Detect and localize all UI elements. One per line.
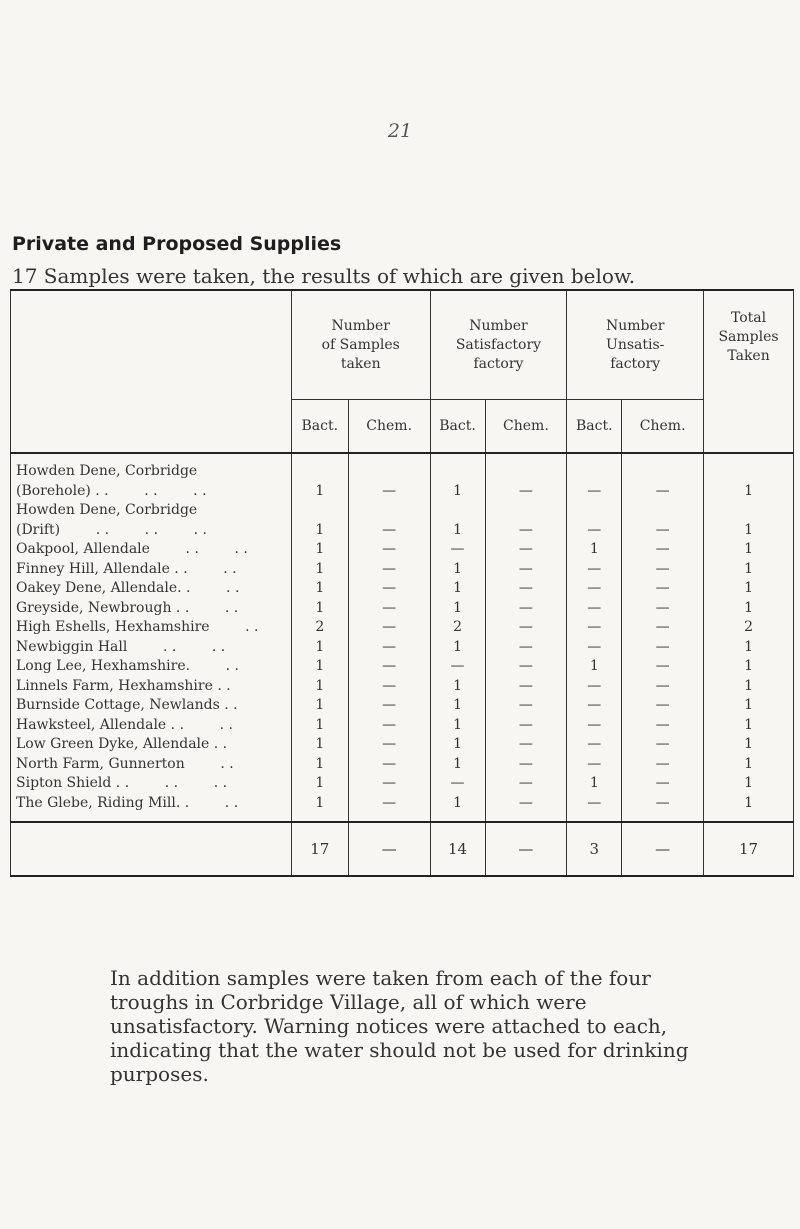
cell-taken-bact: 1 — [291, 599, 348, 619]
cell-taken-chem: — — [348, 657, 430, 677]
header-total-taken: Total Samples Taken — [704, 290, 794, 453]
cell-taken-chem: — — [348, 453, 430, 501]
cell-unsat-bact: — — [567, 599, 622, 619]
cell-taken-bact: 1 — [291, 755, 348, 775]
total-unsat-bact: 3 — [567, 822, 622, 876]
subheader-bact: Bact. — [430, 400, 485, 454]
cell-unsat-chem: — — [622, 657, 704, 677]
cell-taken-bact: 1 — [291, 560, 348, 580]
supply-name: North Farm, Gunnerton . . — [11, 755, 292, 775]
table-row — [11, 618, 794, 638]
cell-taken-chem: — — [348, 716, 430, 736]
cell-sat-bact: 1 — [430, 453, 485, 501]
table-row — [11, 794, 794, 823]
table-row — [11, 657, 794, 677]
cell-sat-bact: 1 — [430, 696, 485, 716]
cell-taken-chem: — — [348, 638, 430, 658]
cell-total: 1 — [704, 657, 794, 677]
cell-taken-bact: 1 — [291, 774, 348, 794]
cell-unsat-chem: — — [622, 501, 704, 540]
subheader-bact: Bact. — [291, 400, 348, 454]
table-row — [11, 453, 794, 501]
closing-paragraph: In addition samples were taken from each of the four troughs in Corbridge Village, all of which were unsatisfactory. Warning notices were attached to each, indicating that the water should not be used for drinking purposes. — [110, 966, 689, 1086]
samples-table — [10, 289, 794, 877]
cell-sat-chem: — — [485, 755, 567, 775]
cell-sat-bact: 1 — [430, 501, 485, 540]
total-unsat-chem: — — [622, 822, 704, 876]
supply-name: Greyside, Newbrough . . . . — [11, 599, 292, 619]
supply-name: Long Lee, Hexhamshire. . . — [11, 657, 292, 677]
cell-unsat-chem: — — [622, 560, 704, 580]
cell-taken-chem: — — [348, 579, 430, 599]
cell-unsat-bact: — — [567, 677, 622, 697]
cell-unsat-bact: 1 — [567, 774, 622, 794]
cell-unsat-bact: — — [567, 755, 622, 775]
subheader-chem: Chem. — [622, 400, 704, 454]
supply-name: Howden Dene, Corbridge (Borehole) . . . . . . — [11, 453, 292, 501]
subheader-chem: Chem. — [348, 400, 430, 454]
cell-total: 1 — [704, 453, 794, 501]
cell-taken-chem: — — [348, 696, 430, 716]
supply-name: Low Green Dyke, Allendale . . — [11, 735, 292, 755]
cell-total: 1 — [704, 794, 794, 823]
table-row — [11, 716, 794, 736]
section-heading: Private and Proposed Supplies — [12, 233, 342, 255]
cell-unsat-bact: — — [567, 794, 622, 823]
cell-unsat-bact: — — [567, 453, 622, 501]
cell-taken-bact: 1 — [291, 579, 348, 599]
cell-unsat-chem: — — [622, 618, 704, 638]
cell-total: 1 — [704, 774, 794, 794]
cell-taken-bact: 1 — [291, 735, 348, 755]
totals-label-blank — [11, 822, 292, 876]
cell-taken-bact: 2 — [291, 618, 348, 638]
table-row — [11, 774, 794, 794]
header-unsatisfactory: Number Unsatis- factory — [567, 290, 704, 400]
cell-taken-chem: — — [348, 755, 430, 775]
cell-unsat-chem: — — [622, 599, 704, 619]
cell-total: 1 — [704, 716, 794, 736]
cell-total: 1 — [704, 540, 794, 560]
cell-total: 1 — [704, 501, 794, 540]
cell-taken-chem: — — [348, 501, 430, 540]
supply-name: Burnside Cottage, Newlands . . — [11, 696, 292, 716]
cell-unsat-bact: — — [567, 501, 622, 540]
cell-total: 1 — [704, 579, 794, 599]
cell-total: 1 — [704, 677, 794, 697]
cell-sat-chem: — — [485, 501, 567, 540]
cell-unsat-bact: — — [567, 618, 622, 638]
cell-sat-chem: — — [485, 618, 567, 638]
cell-taken-chem: — — [348, 618, 430, 638]
cell-unsat-bact: — — [567, 638, 622, 658]
cell-taken-chem: — — [348, 735, 430, 755]
total-taken-chem: — — [348, 822, 430, 876]
cell-total: 2 — [704, 618, 794, 638]
cell-unsat-chem: — — [622, 638, 704, 658]
cell-unsat-chem: — — [622, 677, 704, 697]
cell-total: 1 — [704, 560, 794, 580]
cell-sat-chem: — — [485, 453, 567, 501]
cell-sat-bact: 1 — [430, 560, 485, 580]
cell-sat-chem: — — [485, 735, 567, 755]
cell-taken-bact: 1 — [291, 540, 348, 560]
supply-name: The Glebe, Riding Mill. . . . — [11, 794, 292, 823]
cell-taken-bact: 1 — [291, 638, 348, 658]
cell-sat-chem: — — [485, 540, 567, 560]
cell-taken-bact: 1 — [291, 677, 348, 697]
table-row — [11, 560, 794, 580]
cell-sat-chem: — — [485, 716, 567, 736]
cell-unsat-chem: — — [622, 696, 704, 716]
cell-sat-chem: — — [485, 599, 567, 619]
cell-sat-bact: 1 — [430, 794, 485, 823]
cell-taken-bact: 1 — [291, 657, 348, 677]
cell-total: 1 — [704, 599, 794, 619]
cell-unsat-chem: — — [622, 579, 704, 599]
cell-unsat-bact: — — [567, 696, 622, 716]
cell-unsat-chem: — — [622, 735, 704, 755]
supply-name: Oakey Dene, Allendale. . . . — [11, 579, 292, 599]
cell-sat-bact: — — [430, 540, 485, 560]
cell-unsat-bact: — — [567, 579, 622, 599]
total-samples: 17 — [704, 822, 794, 876]
cell-unsat-bact: 1 — [567, 540, 622, 560]
cell-total: 1 — [704, 638, 794, 658]
cell-taken-bact: 1 — [291, 794, 348, 823]
totals-row — [11, 822, 794, 876]
cell-unsat-chem: — — [622, 794, 704, 823]
cell-sat-chem: — — [485, 560, 567, 580]
cell-unsat-chem: — — [622, 540, 704, 560]
cell-total: 1 — [704, 735, 794, 755]
cell-unsat-chem: — — [622, 716, 704, 736]
cell-sat-chem: — — [485, 677, 567, 697]
cell-sat-chem: — — [485, 638, 567, 658]
cell-unsat-bact: — — [567, 560, 622, 580]
subheader-chem: Chem. — [485, 400, 567, 454]
cell-taken-chem: — — [348, 677, 430, 697]
cell-sat-bact: — — [430, 774, 485, 794]
table-row — [11, 677, 794, 697]
table-row — [11, 599, 794, 619]
cell-sat-bact: 1 — [430, 735, 485, 755]
cell-sat-bact: 2 — [430, 618, 485, 638]
supply-name: Finney Hill, Allendale . . . . — [11, 560, 292, 580]
table-row — [11, 735, 794, 755]
supply-name: Sipton Shield . . . . . . — [11, 774, 292, 794]
cell-unsat-chem: — — [622, 774, 704, 794]
total-sat-chem: — — [485, 822, 567, 876]
cell-total: 1 — [704, 755, 794, 775]
cell-total: 1 — [704, 696, 794, 716]
table-row — [11, 755, 794, 775]
header-samples-taken: Number of Samples taken — [291, 290, 430, 400]
subheader-bact: Bact. — [567, 400, 622, 454]
supply-name: Linnels Farm, Hexhamshire . . — [11, 677, 292, 697]
cell-sat-chem: — — [485, 774, 567, 794]
total-sat-bact: 14 — [430, 822, 485, 876]
supply-name: High Eshells, Hexhamshire . . — [11, 618, 292, 638]
cell-sat-bact: 1 — [430, 579, 485, 599]
cell-taken-bact: 1 — [291, 501, 348, 540]
cell-taken-chem: — — [348, 540, 430, 560]
cell-sat-bact: 1 — [430, 638, 485, 658]
cell-sat-bact: — — [430, 657, 485, 677]
cell-sat-chem: — — [485, 657, 567, 677]
cell-unsat-chem: — — [622, 755, 704, 775]
supply-name: Hawksteel, Allendale . . . . — [11, 716, 292, 736]
cell-taken-chem: — — [348, 599, 430, 619]
cell-taken-chem: — — [348, 794, 430, 823]
cell-taken-chem: — — [348, 774, 430, 794]
cell-taken-bact: 1 — [291, 716, 348, 736]
cell-unsat-chem: — — [622, 453, 704, 501]
supply-name: Oakpool, Allendale . . . . — [11, 540, 292, 560]
page-number: 21 — [387, 120, 413, 142]
cell-unsat-bact: — — [567, 735, 622, 755]
cell-taken-chem: — — [348, 560, 430, 580]
table-row — [11, 638, 794, 658]
supply-name: Howden Dene, Corbridge (Drift) . . . . . . — [11, 501, 292, 540]
table-row — [11, 696, 794, 716]
header-supply-blank — [11, 290, 292, 453]
header-satisfactory: Number Satisfactory factory — [430, 290, 567, 400]
table-row — [11, 501, 794, 540]
cell-sat-chem: — — [485, 794, 567, 823]
cell-unsat-bact: — — [567, 716, 622, 736]
cell-taken-bact: 1 — [291, 453, 348, 501]
cell-sat-chem: — — [485, 579, 567, 599]
table-row — [11, 579, 794, 599]
cell-sat-bact: 1 — [430, 677, 485, 697]
cell-taken-bact: 1 — [291, 696, 348, 716]
supply-name: Newbiggin Hall . . . . — [11, 638, 292, 658]
cell-sat-bact: 1 — [430, 599, 485, 619]
cell-unsat-bact: 1 — [567, 657, 622, 677]
total-taken-bact: 17 — [291, 822, 348, 876]
cell-sat-bact: 1 — [430, 716, 485, 736]
cell-sat-chem: — — [485, 696, 567, 716]
intro-text: 17 Samples were taken, the results of which are given below. — [12, 264, 636, 288]
cell-sat-bact: 1 — [430, 755, 485, 775]
table-row — [11, 540, 794, 560]
